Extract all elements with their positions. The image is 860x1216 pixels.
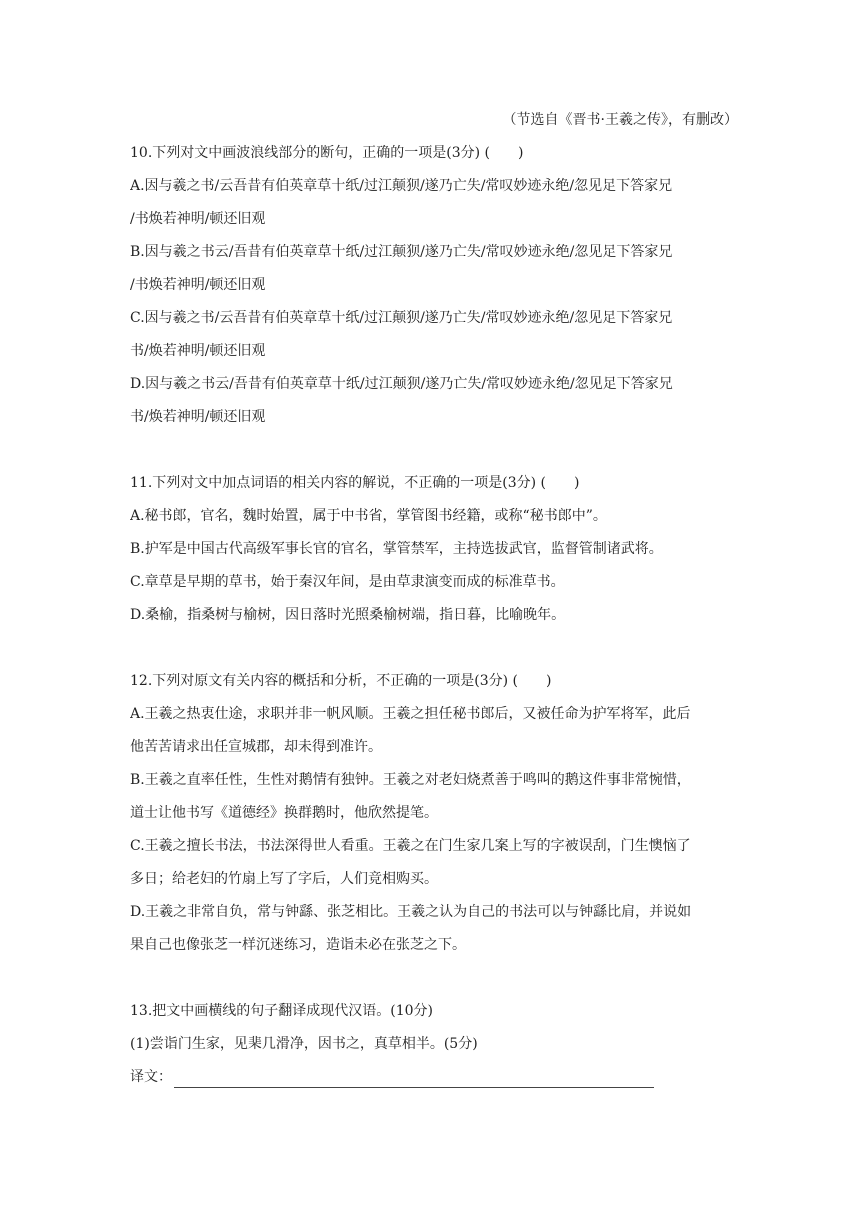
answer-blank[interactable] bbox=[174, 1068, 654, 1088]
option-d-cont: 果自己也像张芝一样沉迷练习，造诣未必在张芝之下。 bbox=[130, 937, 466, 953]
question-stem: 10.下列对文中画波浪线部分的断句，正确的一项是(3分) ( ) bbox=[130, 145, 524, 161]
option-d: D.王羲之非常自负，常与钟繇、张芝相比。王羲之认为自己的书法可以与钟繇比肩，并说如 bbox=[130, 904, 692, 920]
option-b: B.护军是中国古代高级军事长官的官名，掌管禁军，主持选拔武官，监督管制诸武将。 bbox=[130, 541, 663, 557]
question-stem: 13.把文中画横线的句子翻译成现代汉语。(10分) bbox=[130, 1003, 434, 1019]
sub-question-1: (1)尝诣门生家，见棐几滑净，因书之，真草相半。(5分) bbox=[130, 1036, 478, 1052]
option-a-cont: 他苦苦请求出任宣城郡，却未得到准许。 bbox=[130, 739, 382, 755]
option-d-cont: 书/焕若神明/顿还旧观 bbox=[130, 409, 266, 425]
question-stem: 12.下列对原文有关内容的概括和分析，不正确的一项是(3分) ( ) bbox=[130, 673, 552, 689]
option-c-cont: 书/焕若神明/顿还旧观 bbox=[130, 343, 266, 359]
question-stem: 11.下列对文中加点词语的相关内容的解说，不正确的一项是(3分) ( ) bbox=[130, 475, 580, 491]
option-c: C.章草是早期的草书，始于秦汉年间，是由草隶演变而成的标准草书。 bbox=[130, 574, 565, 590]
answer-label: 译文： bbox=[130, 1069, 172, 1085]
option-d: D.因与羲之书云/吾昔有伯英章草十纸/过江颠狈/遂乃亡失/常叹妙迹永绝/忽见足下答家兄 bbox=[130, 376, 673, 392]
option-a: A.秘书郎，官名，魏时始置，属于中书省，掌管图书经籍，或称“秘书郎中”。 bbox=[130, 508, 607, 524]
option-a: A.因与羲之书/云吾昔有伯英章草十纸/过江颠狈/遂乃亡失/常叹妙迹永绝/忽见足下答家兄 bbox=[130, 178, 673, 194]
answer-row bbox=[130, 1061, 738, 1094]
source-note: （节选自《晋书·王羲之传》，有删改） bbox=[502, 112, 738, 128]
spacer bbox=[130, 632, 738, 665]
spacer bbox=[130, 962, 738, 995]
option-b-cont: 道士让他书写《道德经》换群鹅时，他欣然提笔。 bbox=[130, 805, 438, 821]
option-c: C.因与羲之书/云吾昔有伯英章草十纸/过江颠狈/遂乃亡失/常叹妙迹永绝/忽见足下答家兄 bbox=[130, 310, 673, 326]
option-a-cont: /书焕若神明/顿还旧观 bbox=[130, 211, 266, 227]
option-a: A.王羲之热衷仕途，求职并非一帆风顺。王羲之担任秘书郎后，又被任命为护军将军，此后 bbox=[130, 706, 691, 722]
option-c-cont: 多日；给老妇的竹扇上写了字后，人们竞相购买。 bbox=[130, 871, 438, 887]
question-11 bbox=[130, 467, 738, 632]
question-10 bbox=[130, 137, 738, 434]
option-d: D.桑榆，指桑树与榆树，因日落时光照桑榆树端，指日暮，比喻晚年。 bbox=[130, 607, 566, 623]
document-page bbox=[130, 104, 738, 1094]
option-c: C.王羲之擅长书法，书法深得世人看重。王羲之在门生家几案上写的字被误刮，门生懊恼了 bbox=[130, 838, 691, 854]
option-b-cont: /书焕若神明/顿还旧观 bbox=[130, 277, 266, 293]
question-13 bbox=[130, 995, 738, 1094]
option-b: B.因与羲之书云/吾昔有伯英章草十纸/过江颠狈/遂乃亡失/常叹妙迹永绝/忽见足下答家兄 bbox=[130, 244, 673, 260]
option-b: B.王羲之直率任性，生性对鹅情有独钟。王羲之对老妇烧煮善于鸣叫的鹅这件事非常惋惜， bbox=[130, 772, 691, 788]
spacer bbox=[130, 434, 738, 467]
question-12 bbox=[130, 665, 738, 962]
